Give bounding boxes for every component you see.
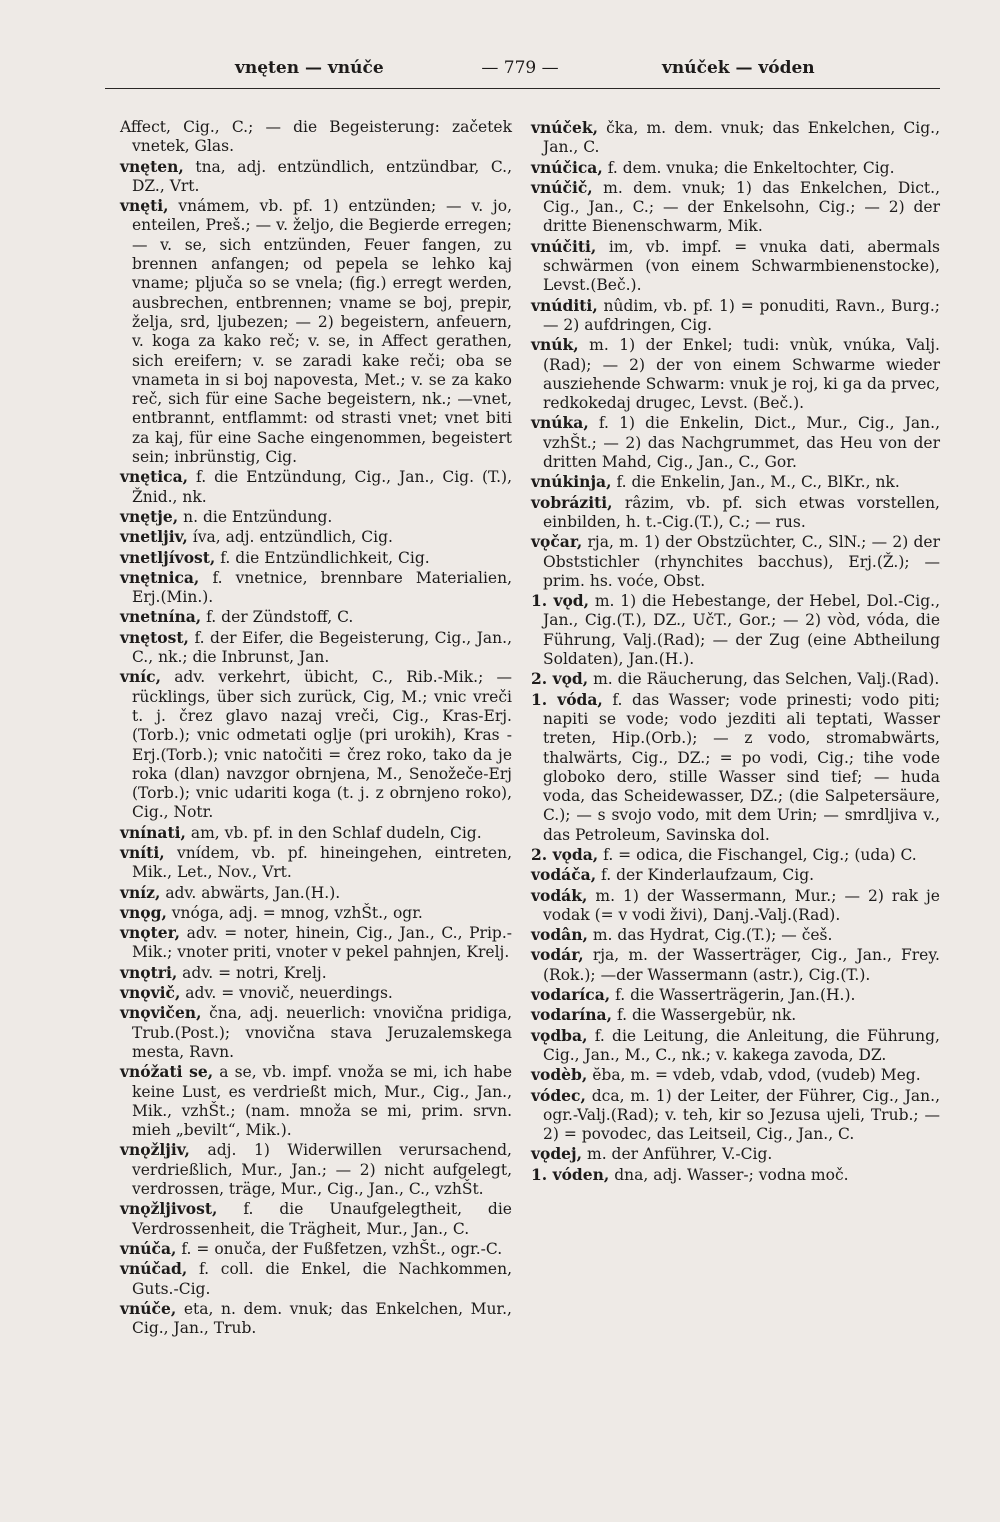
entry-headword: vobráziti, (531, 492, 613, 512)
entry-definition: íva, adj. entzündlich, Cig. (192, 528, 393, 547)
dictionary-entry (120, 983, 512, 1003)
entry-definition: rja, m. der Wasserträger, Cig., Jan., Frey.(Rok.); —der Wassermann (astr.), Cig.(T.). (543, 946, 940, 984)
dictionary-entry (120, 903, 512, 923)
dictionary-entry (531, 1026, 940, 1066)
entry-headword: vnetnína, (120, 607, 202, 627)
entry-definition: dna, adj. Wasser-; vodna moč. (614, 1165, 849, 1184)
entry-headword: vódec, (531, 1085, 586, 1105)
entry-definition: čna, adj. neuerlich: vnovična pridiga, Trub.(Post.); vnovična stava Jeruzalemskega mesta, Ravn. (132, 1004, 512, 1061)
dictionary-entry (531, 296, 940, 336)
entry-headword: vodár, (531, 945, 584, 965)
dictionary-entry (531, 413, 940, 472)
entry-definition: m. 1) der Wassermann, Mur.; — 2) rak je vodak (= v vodi živi), Danj.-Valj.(Rad). (543, 886, 940, 924)
entry-definition: f. die Entzündlichkeit, Cig. (220, 548, 430, 567)
dictionary-entry (120, 548, 512, 568)
entry-headword: vnęti, (120, 196, 169, 216)
dictionary-entry (120, 923, 512, 963)
entry-definition: nûdim, vb. pf. 1) = ponuditi, Ravn., Burg.; — 2) aufdringen, Cig. (543, 296, 940, 334)
dictionary-entry (120, 883, 512, 903)
dictionary-entry (120, 507, 512, 527)
dictionary-entry (120, 568, 512, 608)
entry-headword: vnǫtri, (120, 962, 178, 982)
entry-headword: vodáča, (531, 865, 597, 885)
dictionary-entry (120, 196, 512, 467)
entry-definition: rja, m. 1) der Obstzüchter, C., SlN.; — 2) der Obststichler (rhynchites bacchus), Erj.(Ž.); — prim. hs. voće, Obst. (543, 533, 940, 590)
entry-definition: adv. = vnovič, neuerdings. (185, 984, 393, 1003)
entry-headword: vnúčiti, (531, 236, 597, 256)
entry-definition: f. die Unaufgelegtheit, die Verdrossenheit, die Trägheit, Mur., Jan., C. (132, 1200, 512, 1238)
entry-headword: vnǫvičen, (120, 1003, 202, 1023)
dictionary-entry (531, 1144, 940, 1164)
dictionary-entry (120, 467, 512, 507)
dictionary-entry (531, 472, 940, 492)
entry-headword: vnętost, (120, 627, 189, 647)
entry-definition: f. coll. die Enkel, die Nachkommen, Guts.-Cig. (132, 1260, 512, 1298)
entry-definition: m. der Anführer, V.-Cig. (587, 1145, 773, 1164)
dictionary-entry (531, 237, 940, 296)
entry-headword: vnetljívost, (120, 547, 216, 567)
entry-headword: vnǫžljivost, (120, 1199, 218, 1219)
entry-definition: vnídem, vb. pf. hineingehen, eintreten, Mik., Let., Nov., Vrt. (132, 843, 512, 882)
dictionary-entry (120, 1299, 512, 1339)
entry-headword: vnetljiv, (120, 527, 188, 547)
dictionary-entry (531, 985, 940, 1005)
dictionary-entry (531, 669, 940, 689)
entry-headword: vníc, (120, 667, 161, 687)
dictionary-entry (531, 886, 940, 926)
entry-definition: m. 1) der Enkel; tudi: vnùk, vnúka, Valj.(Rad); — 2) der von einem Schwarme wieder ausziehende Schwarm: vnuk je roj, ki ga da prvec, redkokedaj drugec, Levst. (Beč.). (543, 336, 940, 413)
entry-definition: adv. = notri, Krelj. (182, 963, 327, 982)
dictionary-entry (120, 823, 512, 843)
entry-headword: vnúčica, (531, 157, 603, 177)
dictionary-entry (120, 963, 512, 983)
entry-headword: vnętnica, (120, 567, 200, 587)
dictionary-entry (120, 843, 512, 883)
dictionary-entry (531, 1065, 940, 1085)
entry-definition: dca, m. 1) der Leiter, der Führer, Cig., Jan., ogr.-Valj.(Rad); v. teh, kir so Jezusa ujeli, Trub.; — 2) = povodec, das Leitseil, Cig., Jan., C. (543, 1086, 940, 1144)
entry-headword: vodaríca, (531, 985, 611, 1005)
entry-definition: adj. 1) Widerwillen verursachend, verdrießlich, Mur., Jan.; — 2) nicht aufgelegt, verdrossen, träge, Mur., Cig., Jan., C., vzhŠt. (132, 1141, 512, 1199)
entry-definition: im, vb. impf. = vnuka dati, abermals schwärmen (von einem Schwarmbienenstocke), Levst.(Beč.). (543, 237, 940, 295)
entry-headword: vǫčar, (531, 532, 583, 552)
entry-definition: m. 1) die Hebestange, der Hebel, Dol.-Cig., Jan., Cig.(T.), DZ., UčT., Gor.; — 2) vòd, vóda, die Führung, Valj.(Rad); — der Zug (eine Abtheilung Soldaten), Jan.(H.). (543, 592, 941, 669)
entry-definition: f. = onuča, der Fußfetzen, vzhŠt., ogr.-C. (181, 1239, 503, 1258)
dictionary-entry (531, 591, 940, 669)
entry-headword: vnǫg, (120, 902, 167, 922)
entry-definition: ĕba, m. = vdeb, vdab, vdod, (vudeb) Meg. (592, 1066, 921, 1085)
dictionary-entry (531, 118, 940, 158)
entry-headword: vnúka, (531, 413, 589, 433)
entry-definition: adv. = noter, hinein, Cig., Jan., C., Prip.-Mik.; vnoter priti, vnoter v pekel pahnjen, Krelj. (132, 924, 512, 962)
entry-headword: vnúček, (531, 118, 598, 137)
entry-definition: f. dem. vnuka; die Enkeltochter, Cig. (607, 158, 895, 177)
dictionary-entry (531, 925, 940, 945)
dictionary-entry (531, 532, 940, 591)
dictionary-entry (531, 945, 940, 985)
dictionary-entry (120, 667, 512, 822)
header-left-range: vnęten — vnúče (235, 58, 384, 78)
entry-definition: f. die Entzündung, Cig., Jan., Cig. (T.), Žnid., nk. (132, 468, 512, 506)
dictionary-entry (531, 845, 940, 865)
dictionary-entry (120, 527, 512, 547)
entry-definition: Affect, Cig., C.; — die Begeisterung: začetek vnetek, Glas. (120, 118, 512, 156)
entry-definition: adv. verkehrt, übicht, C., Rib.-Mik.; — rücklings, über sich zurück, Cig, M.; vnic vreči t. j. črez glavo nazaj vreči, Cig., Kras-Erj.(Torb.); vnic odmetati oglje (pri urokih), Kras - Erj.(Torb.); vnic natočiti = črez roko, tako da je roka (dlan) navzgor obrnjena, M., Senožeče-Erj (Torb.); vnic udariti koga (t. j. z obrnjeno roko), Cig., Notr. (132, 668, 512, 822)
entry-definition: tna, adj. entzündlich, entzündbar, C., DZ., Vrt. (132, 157, 512, 195)
dictionary-entry (120, 1003, 512, 1062)
dictionary-entry (531, 690, 940, 845)
dictionary-entry (531, 335, 940, 413)
dictionary-entry (120, 1140, 512, 1199)
entry-headword: vodarína, (531, 1005, 612, 1025)
entry-definition: f. das Wasser; vode prinesti; vodo piti; napiti se vode; vodo jezditi ali teptati, Wasser treten, Hip.(Orb.); — z vodo, stromabwärts, thalwärts, Cig., DZ.; = po vodi, Cig.; tihe vode globoko dero, stille Wasser sind tief; — huda voda, das Scheidewasser, DZ.; (die Salpetersäure, C.); — s svojo vodo, mit dem Urin; — smrdljiva v., das Petroleum, Savinska dol. (543, 690, 941, 844)
entry-definition: f. der Kinderlaufzaum, Cig. (601, 866, 815, 885)
dictionary-entry (120, 628, 512, 668)
dictionary-entry (531, 865, 940, 885)
page-number: — 779 — (481, 58, 559, 78)
entry-headword: vnǫžljiv, (120, 1140, 190, 1160)
entry-headword: vnǫter, (120, 923, 181, 943)
dictionary-entry (120, 607, 512, 627)
entry-definition: am, vb. pf. in den Schlaf dudeln, Cig. (190, 823, 482, 842)
entry-definition: vnóga, adj. = mnog, vzhŠt., ogr. (171, 903, 423, 922)
entry-definition: f. die Enkelin, Jan., M., C., BlKr., nk. (616, 473, 900, 492)
dictionary-entry (120, 1239, 512, 1259)
right-column (531, 118, 940, 1185)
dictionary-entry (120, 1259, 512, 1299)
entry-definition: f. die Wasserträgerin, Jan.(H.). (615, 986, 856, 1005)
left-column (120, 118, 512, 1338)
entry-headword: 1. vóda, (531, 689, 603, 709)
entry-headword: vnęten, (120, 156, 184, 176)
entry-definition: m. die Räucherung, das Selchen, Valj.(Rad). (593, 670, 940, 689)
dictionary-entry (120, 118, 512, 157)
entry-definition: m. dem. vnuk; 1) das Enkelchen, Dict., Cig., Jan., C.; — der Enkelsohn, Cig.; — 2) der dritte Bienenschwarm, Mik. (543, 178, 941, 236)
entry-definition: f. = odica, die Fischangel, Cig.; (uda) C. (603, 845, 917, 864)
entry-headword: vodân, (531, 925, 588, 945)
dictionary-entry (531, 1165, 940, 1185)
dictionary-entry (531, 493, 940, 533)
entry-headword: vodèb, (531, 1065, 588, 1085)
entry-definition: m. das Hydrat, Cig.(T.); — češ. (592, 926, 833, 945)
page-header (100, 58, 940, 86)
entry-headword: vǫdba, (531, 1025, 588, 1045)
entry-definition: vnámem, vb. pf. 1) entzünden; — v. jo, enteilen, Preš.; — v. željo, die Begierde erregen; — v. se, sich entzünden, Feuer fangen, zu brennen anfangen; od pepela se lehko kaj vname; pljuča so se vnela; (fig.) erregt werden, ausbrechen, entbrennen; vname se boj, prepir, želja, srd, ljubezen; — 2) begeistern, anfeuern, v. koga za kako reč; v. se, in Affect gerathen, sich ereifern; v. se zaradi kake reči; oba se vnameta in si boj napovesta, Met.; v. se za kako reč, sich für eine Sache begeistern, nk.; —vnet, entbrannt, entflammt: od strasti vnet; vnet biti za kaj, für eine Sache eingenommen, begeistert sein; inbrünstig, Cig. (132, 197, 512, 467)
entry-headword: vnúkinja, (531, 472, 612, 492)
entry-definition: f. vnetnice, brennbare Materialien, Erj.(Min.). (132, 568, 512, 607)
entry-headword: vnúčad, (120, 1259, 188, 1279)
entry-headword: vodák, (531, 885, 588, 905)
dictionary-entry (120, 1199, 512, 1239)
entry-definition: čka, m. dem. vnuk; das Enkelchen, Cig., Jan., C. (543, 119, 940, 157)
entry-headword: vnúče, (120, 1298, 177, 1318)
entry-definition: eta, n. dem. vnuk; das Enkelchen, Mur., Cig., Jan., Trub. (132, 1299, 512, 1338)
entry-headword: vnúča, (120, 1238, 177, 1258)
entry-definition: f. der Zündstoff, C. (206, 608, 354, 627)
entry-headword: vnǫvič, (120, 983, 181, 1003)
entry-headword: vnętje, (120, 506, 179, 526)
dictionary-entry (531, 1005, 940, 1025)
entry-definition: n. die Entzündung. (183, 507, 333, 526)
entry-headword: vníti, (120, 842, 165, 862)
header-right-range: vnúček — vóden (662, 58, 815, 78)
dictionary-entry (120, 157, 512, 197)
dictionary-entry (531, 1086, 940, 1145)
dictionary-entry (120, 1062, 512, 1140)
entry-definition: adv. abwärts, Jan.(H.). (165, 883, 341, 902)
dictionary-entry (531, 178, 940, 237)
entry-headword: vnúditi, (531, 295, 598, 315)
entry-headword: 2. vǫd, (531, 669, 589, 689)
entry-headword: vnóžati se, (120, 1062, 214, 1082)
entry-headword: vníz, (120, 882, 161, 902)
entry-headword: 1. vóden, (531, 1164, 610, 1184)
entry-headword: vnúk, (531, 335, 579, 355)
entry-definition: f. die Leitung, die Anleitung, die Führung, Cig., Jan., M., C., nk.; v. kakega zavoda, DZ. (543, 1026, 940, 1064)
header-rule (105, 88, 940, 89)
entry-headword: vnúčič, (531, 177, 593, 197)
entry-definition: f. die Wassergebür, nk. (616, 1006, 797, 1025)
entry-definition: a se, vb. impf. vnoža se mi, ich habe keine Lust, es verdrießt mich, Mur., Cig., Jan., Mik., vzhŠt.; (nam. množa se mi, prim. srvn. mieh „bevilt“, Mik.). (132, 1063, 512, 1140)
entry-headword: vnínati, (120, 822, 186, 842)
entry-definition: râzim, vb. pf. sich etwas vorstellen, einbilden, h. t.-Cig.(T.), C.; — rus. (543, 493, 940, 531)
entry-headword: 1. vǫd, (531, 591, 590, 611)
dictionary-entry (531, 158, 940, 178)
entry-headword: vǫdej, (531, 1144, 583, 1164)
entry-definition: f. 1) die Enkelin, Dict., Mur., Cig., Jan., vzhŠt.; — 2) das Nachgrummet, das Heu von der dritten Mahd, Cig., Jan., C., Gor. (543, 414, 940, 472)
entry-headword: vnętica, (120, 467, 189, 487)
entry-definition: f. der Eifer, die Begeisterung, Cig., Jan., C., nk.; die Inbrunst, Jan. (132, 628, 513, 667)
entry-headword: 2. vǫda, (531, 844, 599, 864)
